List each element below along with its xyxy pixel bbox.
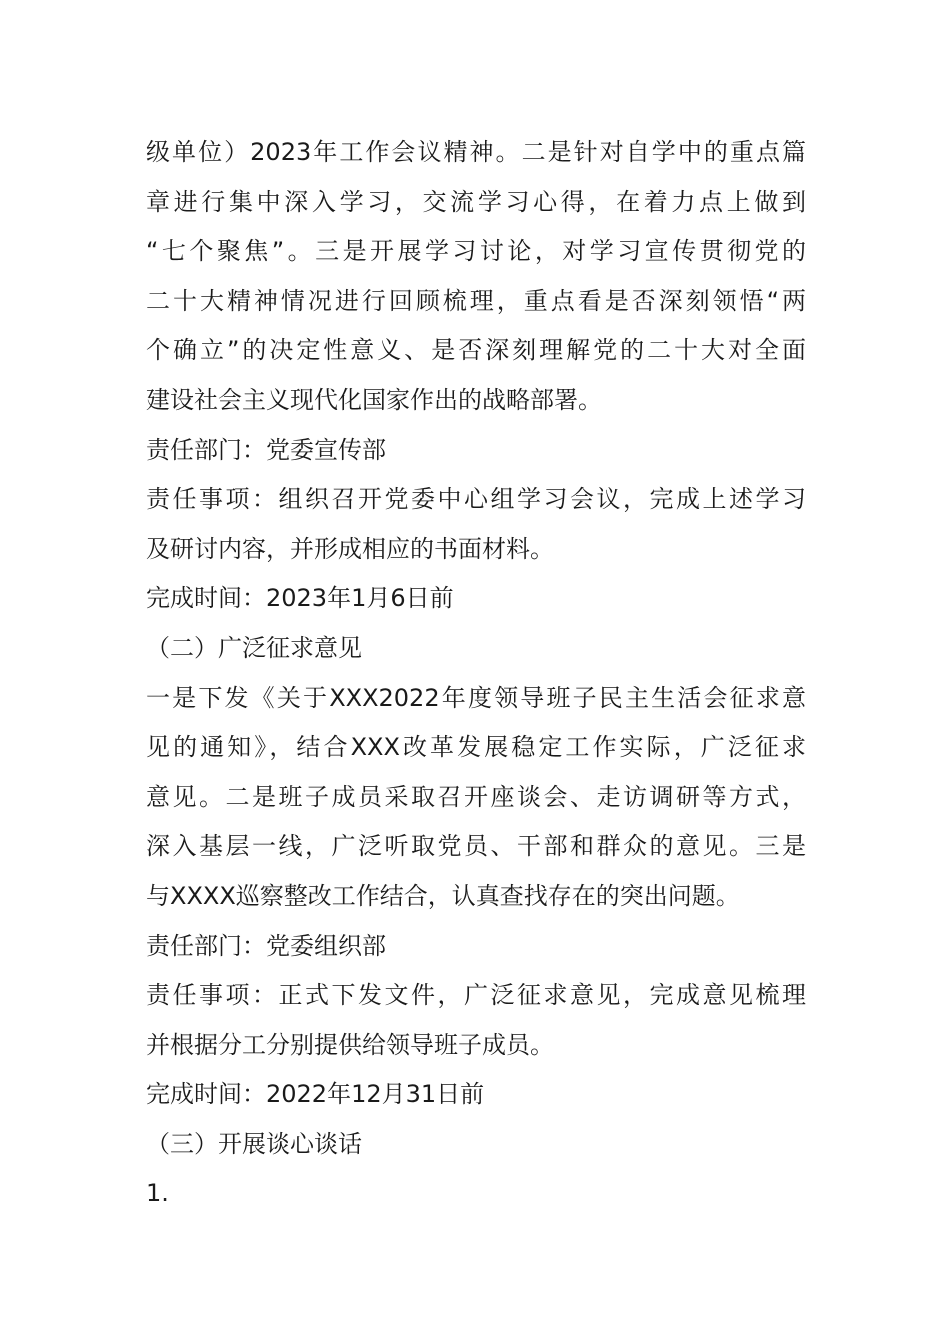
- responsible-department: 责任部门：党委组织部: [146, 931, 386, 960]
- paragraph-line: 与XXXX巡察整改工作结合，认真查找存在的突出问题。: [146, 881, 740, 910]
- section-heading: （二）广泛征求意见: [146, 633, 362, 662]
- paragraph-line: 级单位）2023年工作会议精神。二是针对自学中的重点篇: [146, 138, 806, 166]
- paragraph-line: 建设社会主义现代化国家作出的战略部署。: [146, 385, 602, 414]
- section-heading: （三）开展谈心谈话: [146, 1129, 362, 1158]
- paragraph-line: 见的通知》，结合XXX改革发展稳定工作实际，广泛征求: [146, 733, 806, 762]
- list-number: 1.: [146, 1179, 169, 1208]
- completion-time: 完成时间：2022年12月31日前: [146, 1080, 485, 1109]
- responsible-item-cont: 并根据分工分别提供给领导班子成员。: [146, 1030, 554, 1059]
- responsible-item-cont: 及研讨内容，并形成相应的书面材料。: [146, 534, 554, 563]
- responsible-item: 责任事项：组织召开党委中心组学习会议，完成上述学习: [146, 485, 806, 514]
- paragraph-line: 二十大精神情况进行回顾梳理，重点看是否深刻领悟“两: [146, 286, 806, 315]
- document-body: [146, 128, 806, 1219]
- paragraph-line: 个确立”的决定性意义、是否深刻理解党的二十大对全面: [146, 336, 806, 365]
- paragraph-line: 章进行集中深入学习，交流学习心得，在着力点上做到: [146, 187, 806, 216]
- responsible-department: 责任部门：党委宣传部: [146, 435, 386, 464]
- responsible-item: 责任事项：正式下发文件，广泛征求意见，完成意见梳理: [146, 981, 806, 1010]
- paragraph-line: 深入基层一线，广泛听取党员、干部和群众的意见。三是: [146, 832, 806, 861]
- paragraph-line: 意见。二是班子成员采取召开座谈会、走访调研等方式，: [146, 782, 806, 811]
- completion-time: 完成时间：2023年1月6日前: [146, 584, 454, 613]
- paragraph-line: 一是下发《关于XXX2022年度领导班子民主生活会征求意: [146, 683, 806, 712]
- paragraph-line: “七个聚焦”。三是开展学习讨论，对学习宣传贯彻党的: [146, 237, 806, 266]
